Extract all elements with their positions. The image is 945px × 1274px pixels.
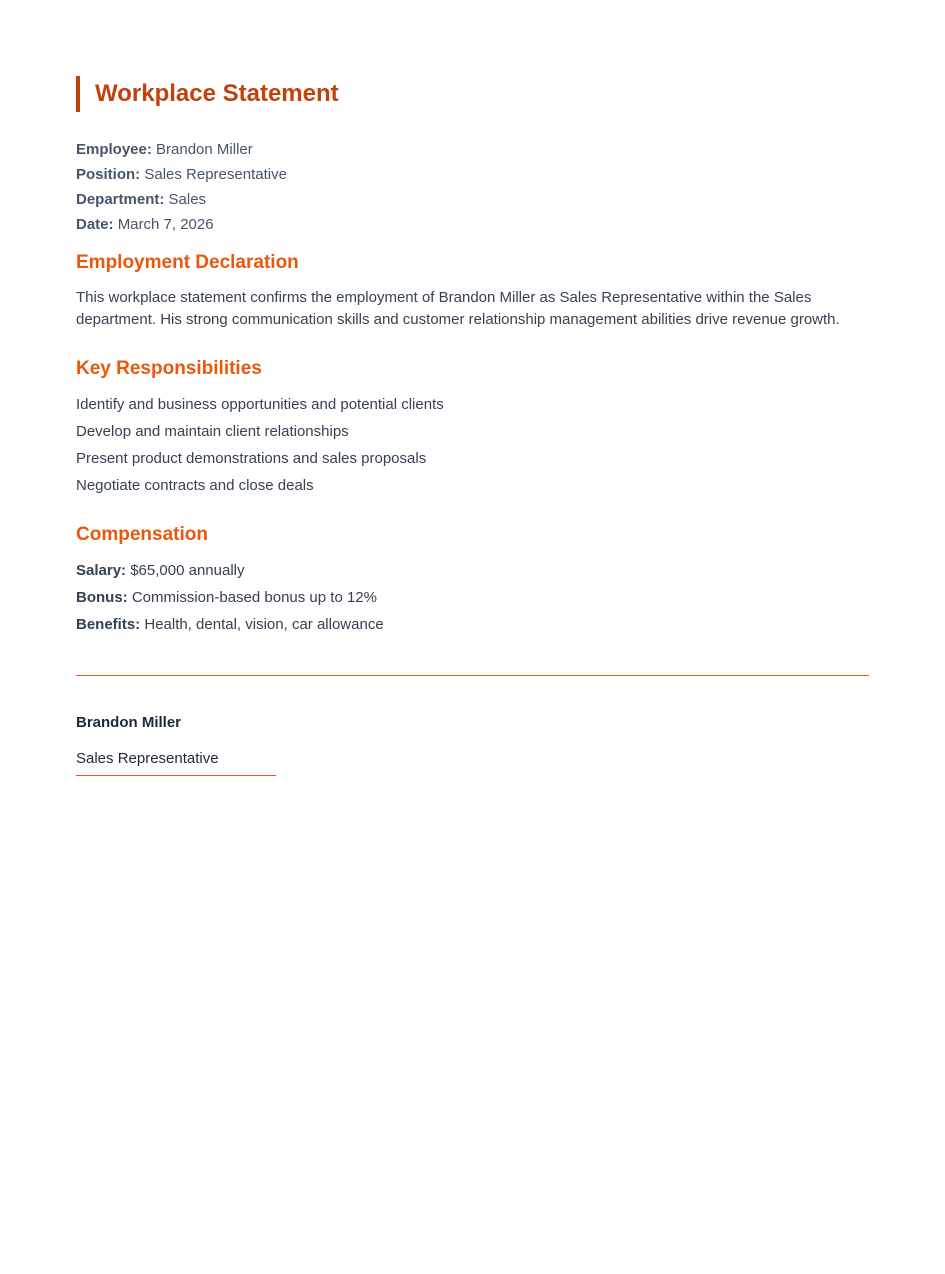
info-value: Brandon Miller xyxy=(156,141,253,158)
responsibilities-list xyxy=(76,391,869,499)
comp-label: Bonus: xyxy=(76,589,128,606)
compensation-list xyxy=(76,557,869,638)
employee-info xyxy=(76,137,869,237)
info-employee xyxy=(76,137,869,162)
document-page xyxy=(76,76,869,776)
info-label: Department: xyxy=(76,191,165,208)
section-divider xyxy=(76,675,869,676)
comp-value: Health, dental, vision, car allowance xyxy=(144,616,384,633)
info-label: Employee: xyxy=(76,141,152,158)
info-label: Date: xyxy=(76,216,114,233)
info-value: March 7, 2026 xyxy=(117,216,214,233)
declaration-text: This workplace statement confirms the employment of Brandon Miller as Sales Representative within the Sales department. His strong communication skills and customer relationship management abilities drive revenue growth. xyxy=(76,289,840,328)
info-position xyxy=(76,162,869,187)
responsibilities-heading: Key Responsibilities xyxy=(76,358,262,379)
comp-label: Benefits: xyxy=(76,616,141,633)
declaration-heading: Employment Declaration xyxy=(76,252,299,273)
list-item: Develop and maintain client relationships xyxy=(76,423,349,440)
compensation-benefits xyxy=(76,611,869,638)
info-value: Sales Representative xyxy=(144,166,287,183)
compensation-bonus xyxy=(76,584,869,611)
signature-name: Brandon Miller xyxy=(76,714,182,731)
list-item: Negotiate contracts and close deals xyxy=(76,477,314,494)
document-title: Workplace Statement xyxy=(76,76,869,112)
info-department xyxy=(76,187,869,212)
signature-line xyxy=(76,775,276,776)
comp-value: $65,000 annually xyxy=(130,562,245,579)
compensation-heading: Compensation xyxy=(76,524,208,545)
signature-title: Sales Representative xyxy=(76,750,219,767)
info-value: Sales xyxy=(168,191,207,208)
list-item: Present product demonstrations and sales proposals xyxy=(76,450,427,467)
info-label: Position: xyxy=(76,166,141,183)
comp-label: Salary: xyxy=(76,562,127,579)
list-item: Identify and business opportunities and potential clients xyxy=(76,396,444,413)
compensation-salary xyxy=(76,557,869,584)
info-date xyxy=(76,212,869,237)
comp-value: Commission-based bonus up to 12% xyxy=(131,589,377,606)
